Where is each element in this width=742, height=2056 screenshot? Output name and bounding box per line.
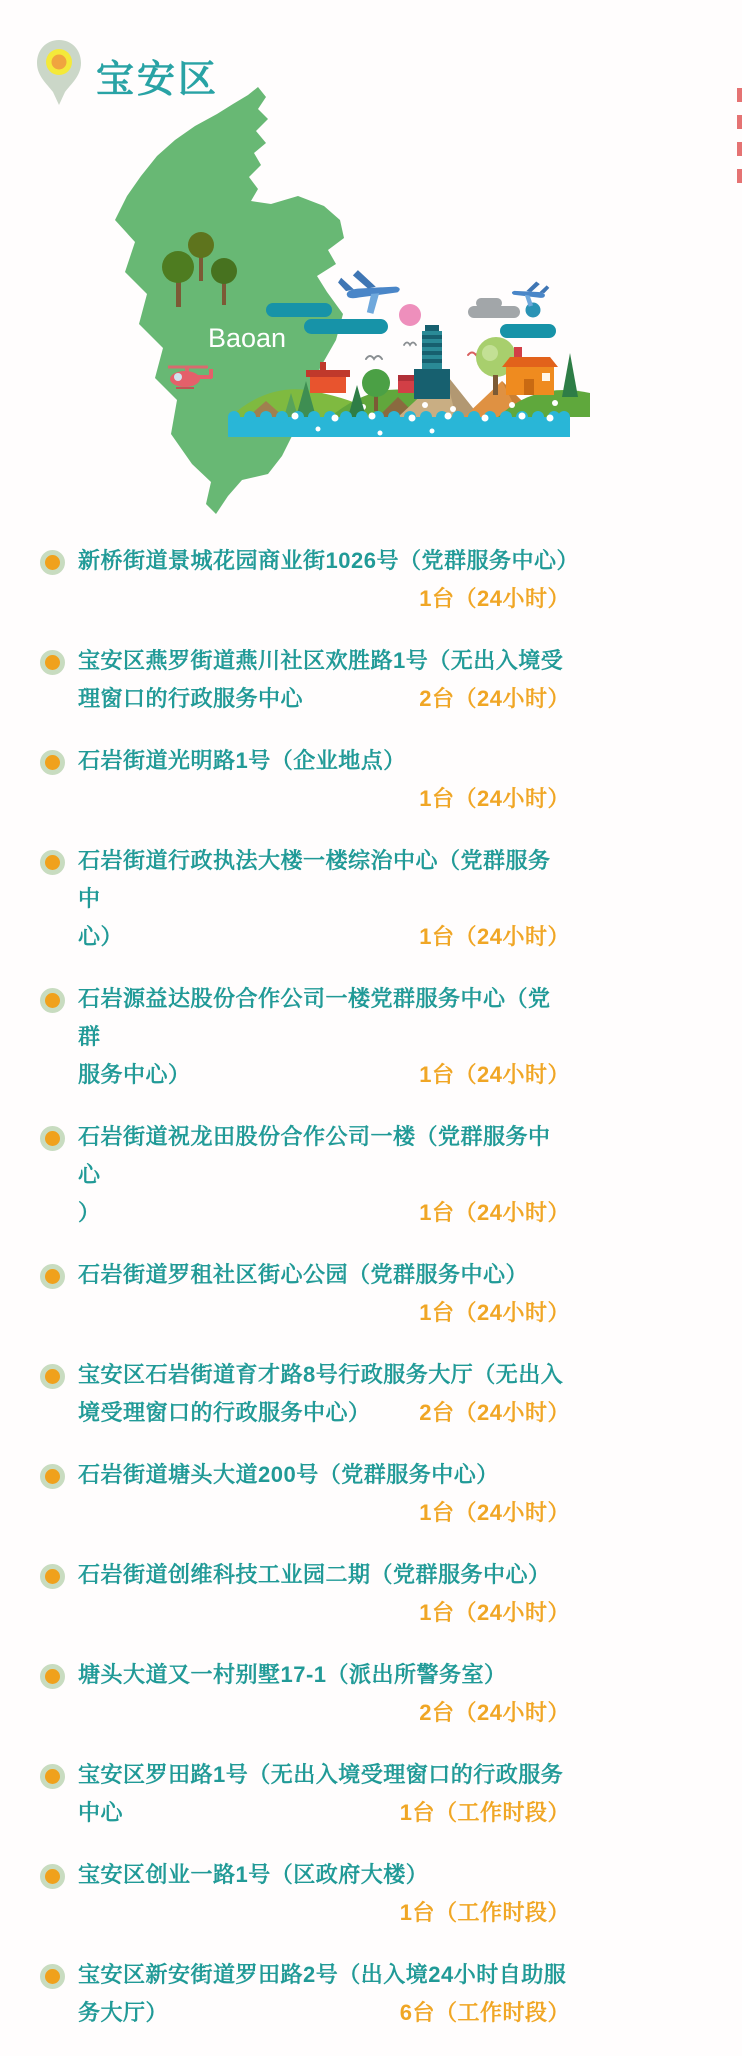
page-title: 宝安区 [96,59,220,101]
location-count: 1台（24小时） [419,1200,570,1225]
location-item [40,842,570,956]
bullet-icon [40,1964,65,1989]
teal-dot [526,303,541,318]
location-item [40,1356,570,1432]
bullet-icon [40,1364,65,1389]
location-address: 宝安区新安街道罗田路2号（出入境24小时自助服 务大厅） [78,1962,567,2025]
location-count: 1台（24小时） [419,1062,570,1087]
bullet-icon [40,1126,65,1151]
location-item [40,1118,570,1232]
bullet-icon [40,1764,65,1789]
location-count: 6台（工作时段） [399,2000,570,2025]
location-address: 塘头大道又一村别墅17-1（派出所警务室） [78,1662,507,1687]
airplane-icon-large [336,262,403,319]
bullet-icon [40,1864,65,1889]
location-count: 1台（工作时段） [399,1900,570,1925]
location-item [40,1956,570,2032]
district-shape [115,87,344,514]
bullet-icon [40,1564,65,1589]
location-item [40,1456,570,1532]
bullet-icon [40,650,65,675]
location-item [40,1756,570,1832]
location-address: 新桥街道景城花园商业街1026号（党群服务中心） [78,548,579,573]
location-count: 2台（24小时） [419,1400,570,1425]
location-address: 宝安区石岩街道育才路8号行政服务大厅（无出入 境受理窗口的行政服务中心） [78,1362,564,1425]
location-address: 石岩源益达股份合作公司一楼党群服务中心（党群 服务中心） [78,986,551,1087]
bullet-icon [40,550,65,575]
baoan-map-illustration [80,85,590,563]
location-item [40,1656,570,1732]
location-address: 石岩街道祝龙田股份合作公司一楼（党群服务中心 ） [78,1124,551,1225]
location-address: 宝安区燕罗街道燕川社区欢胜路1号（无出入境受 理窗口的行政服务中心 [78,648,564,711]
location-address: 石岩街道光明路1号（企业地点） [78,748,406,773]
airplane-icon-small [510,278,550,310]
bullet-icon [40,1264,65,1289]
location-item [40,642,570,718]
location-item [40,742,570,818]
location-address: 石岩街道行政执法大楼一楼综治中心（党群服务中 心） [78,848,551,949]
bullet-icon [40,1664,65,1689]
location-item [40,1556,570,1632]
location-count: 1台（工作时段） [399,1800,570,1825]
location-pin-icon [34,38,84,108]
location-address: 石岩街道罗租社区街心公园（党群服务中心） [78,1262,529,1287]
location-address: 石岩街道塘头大道200号（党群服务中心） [78,1462,499,1487]
locations-list [40,542,579,2056]
location-count: 2台（24小时） [419,686,570,711]
bullet-icon [40,850,65,875]
location-item [40,1856,570,1932]
location-item [40,980,570,1094]
location-address: 宝安区罗田路1号（无出入境受理窗口的行政服务 中心 [78,1762,564,1825]
location-address: 宝安区创业一路1号（区政府大楼） [78,1862,429,1887]
location-count: 1台（24小时） [419,586,570,611]
location-address: 石岩街道创维科技工业园二期（党群服务中心） [78,1562,551,1587]
water-band [228,411,570,437]
location-item [40,1256,570,1332]
map-label: Baoan [208,323,287,353]
location-count: 1台（24小时） [419,1300,570,1325]
edge-red-marks [737,88,742,190]
bullet-icon [40,988,65,1013]
location-count: 1台（24小时） [419,1500,570,1525]
location-count: 1台（24小时） [419,786,570,811]
bullet-icon [40,750,65,775]
location-item [40,542,579,618]
sun-icon [399,304,421,326]
location-count: 1台（24小时） [419,1600,570,1625]
location-count: 1台（24小时） [419,924,570,949]
bullet-icon [40,1464,65,1489]
location-count: 2台（24小时） [419,1700,570,1725]
